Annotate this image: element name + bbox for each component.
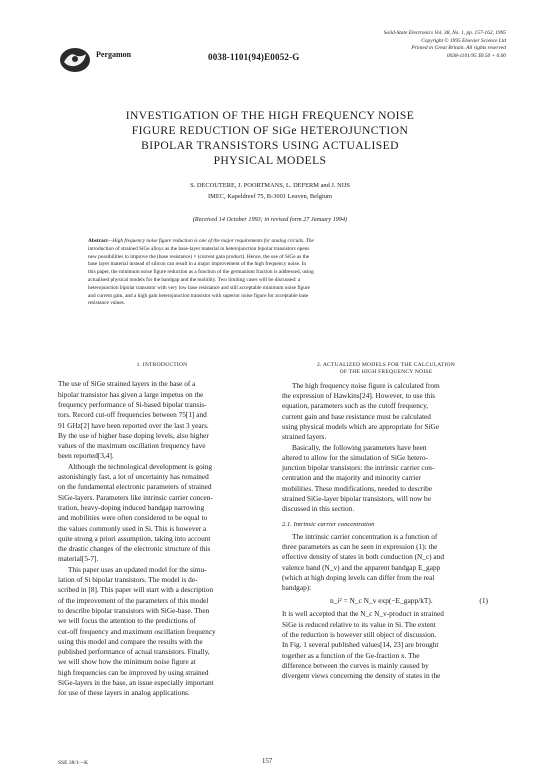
models-paragraph-2 bbox=[282, 443, 490, 515]
journal-line: Solid-State Electronics Vol. 38, No. 1, pp. 157-162, 1995 bbox=[383, 30, 506, 36]
text-line: the values commonly used in Si. This is however a bbox=[58, 523, 207, 533]
text-line: By the use of higher base doping levels, also higher bbox=[58, 430, 209, 440]
journal-line: 0038-1101/95 $9.50 + 0.00 bbox=[446, 52, 506, 59]
abstract-line: introduction of strained SiGe alloys as the base-layer material in heterojunction bipolar transistors opens bbox=[88, 245, 310, 252]
text-line: tors. Record cut-off frequencies between 75[1] and bbox=[58, 410, 207, 420]
text-line: lation of Si bipolar transistors. The model is de- bbox=[58, 575, 198, 585]
text-line: together as a function of the Ge-fraction x. The bbox=[282, 650, 420, 660]
journal-line: Printed in Great Britain. All rights reserved bbox=[411, 45, 506, 52]
text-line: high frequencies can be improved by using strained bbox=[58, 667, 209, 677]
journal-line: Copyright © 1995 Elsevier Science Ltd bbox=[421, 37, 506, 44]
text-line: been reported[3,4]. bbox=[58, 451, 114, 461]
intro-paragraph-1 bbox=[58, 379, 266, 461]
title-line: BIPOLAR TRANSISTORS USING ACTUALISED bbox=[141, 139, 399, 152]
abstract-line: heterojunction bipolar transistor with very low base resistance and still acceptable minimum noise figure bbox=[88, 284, 310, 291]
text-line: divergent views concerning the density of states in the bbox=[282, 671, 441, 681]
equation-1 bbox=[282, 595, 490, 607]
affiliation: IMEC, Kapeldreef 75, B-3001 Leuven, Belgium bbox=[208, 193, 332, 200]
section-heading-introduction bbox=[58, 362, 266, 369]
abstract-label: Abstract bbox=[88, 238, 108, 244]
text-line: effective density of states in both conduction (N_c) and bbox=[282, 552, 444, 562]
text-line: The intrinsic carrier concentration is a function of bbox=[292, 531, 438, 541]
paper-title bbox=[60, 108, 480, 168]
text-line: three parameters as can be seen in expression (1): the bbox=[282, 541, 438, 551]
text-line: SiGe-layers. Parameters like intrinsic carrier concen- bbox=[58, 492, 213, 502]
text-line: current gain and base resistance must be calculated bbox=[282, 411, 431, 421]
received-date: (Received 14 October 1993; in revised form 27 January 1994) bbox=[192, 216, 348, 223]
text-line: values of the maximum oscillation frequency have bbox=[58, 441, 206, 451]
left-column bbox=[58, 362, 266, 699]
carrier-paragraph bbox=[282, 532, 490, 594]
text-line: material[5-7]. bbox=[58, 554, 99, 564]
heading-line: OF THE HIGH FREQUENCY NOISE bbox=[339, 369, 433, 376]
text-line: astonishingly fast, a lot of uncertainty has remained bbox=[58, 472, 209, 482]
text-line: SiGe is reduced relative to its value in Si. The extent bbox=[282, 619, 436, 629]
text-line: discussed in this section. bbox=[282, 504, 355, 514]
text-line: and mobilities were often considered to be equal to bbox=[58, 513, 208, 523]
publisher-logo-icon bbox=[58, 46, 92, 74]
abstract-first-text: —High frequency noise figure reduction is one of the major requirements for analog circuits. The bbox=[107, 238, 314, 244]
equation-number: (1) bbox=[479, 596, 488, 606]
text-line: mobilities. These modifications, needed to describe bbox=[282, 483, 433, 493]
author-list: S. DECOUTERE, J. POORTMANS, L. DEFERM and J. NIJS bbox=[190, 182, 350, 189]
text-line: strained SiGe-layer bipolar transistors, will now be bbox=[282, 494, 431, 504]
text-line: the expression of Hawkins[24]. However, to use this bbox=[282, 391, 436, 401]
text-line: of the improvement of the parameters of this model bbox=[58, 595, 209, 605]
text-line: equation, parameters such as the cutoff frequency, bbox=[282, 401, 429, 411]
text-line: Although the technological development is going bbox=[68, 461, 213, 471]
abstract-line: base layer material instead of silicon can result in a major improvement of the high frequency noise. In bbox=[88, 261, 306, 268]
abstract-line: actualised physical models for the bandgap and the mobility. Two limiting cases will be discussed: a bbox=[88, 276, 301, 283]
text-line: It is well accepted that the N_c N_v-product in strained bbox=[282, 609, 444, 619]
text-line: valence band (N_v) and the apparent bandgap E_gapp bbox=[282, 562, 441, 572]
journal-info bbox=[286, 30, 506, 60]
intro-paragraph-2 bbox=[58, 462, 266, 565]
text-line: cut-off frequency and maximum oscillation frequency bbox=[58, 626, 216, 636]
text-line: The high frequency noise figure is calculated from bbox=[292, 380, 440, 390]
text-line: bandgap): bbox=[282, 583, 312, 593]
article-code: 0038-1101(94)E0052-G bbox=[208, 52, 300, 62]
right-column bbox=[282, 362, 490, 682]
heading-line: 1. INTRODUCTION bbox=[136, 362, 188, 368]
text-line: the drastic changes of the electronic structure of this bbox=[58, 544, 211, 554]
text-line: quite strong a priori assumption, taking into account bbox=[58, 533, 211, 543]
text-line: centration and the majority and minority carrier bbox=[282, 473, 421, 483]
text-line: frequency performance of Si-based bipolar transis- bbox=[58, 400, 207, 409]
heading-line: 2. ACTUALIZED MODELS FOR THE CALCULATION bbox=[316, 362, 456, 368]
intro-paragraph-3 bbox=[58, 565, 266, 699]
text-line: we will focus the attention to the predictions of bbox=[58, 616, 196, 626]
title-line: FIGURE REDUCTION OF SiGe HETEROJUNCTION bbox=[131, 124, 409, 137]
text-line: we will show how the minimum noise figure at bbox=[58, 657, 196, 667]
text-line: for use of these layers in analog applications. bbox=[58, 688, 190, 698]
text-line: of the reduction is however still object of discussion. bbox=[282, 630, 437, 640]
subsection-heading: 2.1. Intrinsic carrier concentration bbox=[282, 520, 375, 528]
abstract-line bbox=[88, 238, 454, 246]
section-heading-models bbox=[282, 362, 490, 377]
abstract-line: this paper, the minimum noise figure reduction as a function of the germanium fraction is addressed, using bbox=[88, 269, 314, 276]
text-line: This paper uses an updated model for the simu- bbox=[68, 564, 207, 574]
text-line: published performance of actual transistors. Finally, bbox=[58, 647, 210, 657]
text-line: tration, heavy-doping induced bandgap narrowing bbox=[58, 502, 205, 512]
text-line: SiGe-layers in the base, an issue especially important bbox=[58, 678, 214, 688]
nc-nv-paragraph bbox=[282, 609, 490, 681]
title-line: INVESTIGATION OF THE HIGH FREQUENCY NOISE bbox=[125, 109, 415, 122]
text-line: The use of SiGe strained layers in the base of a bbox=[58, 379, 196, 389]
text-line: using physical models which are appropriate for SiGe bbox=[282, 422, 440, 431]
text-line: to describe bipolar transistors with SiGe-base. Then bbox=[58, 605, 210, 615]
text-line: junction bipolar transistors: the intrinsic carrier con- bbox=[282, 463, 435, 473]
text-line: altered to allow for the simulation of SiGe hetero- bbox=[282, 452, 428, 462]
abstract-line: new possibilities to improve the (base resistance) × (current gain product). Hence, the use of SiGe as the bbox=[88, 253, 310, 260]
text-line: strained layers. bbox=[282, 432, 327, 442]
equation-body: n_i² = N_c N_v exp(−E_gapp/kT). bbox=[330, 596, 433, 606]
text-line: 91 GHz[2] have been reported over the last 3 years. bbox=[58, 420, 209, 430]
text-line: In Fig. 1 several published values[14, 23] are brought bbox=[282, 640, 439, 650]
text-line: scribed in [8]. This paper will start with a description bbox=[58, 585, 214, 595]
abstract-line: resistance values. bbox=[88, 300, 126, 307]
folio-code: SSE 38/1—K bbox=[58, 760, 89, 766]
abstract-line: and current gain, and a high gain heterojunction transistor with superior noise figure for acceptable base bbox=[88, 292, 309, 299]
text-line: bipolar transistor has given a large impetus on the bbox=[58, 389, 204, 399]
models-paragraph-1 bbox=[282, 381, 490, 443]
text-line: difference between the curves is mainly caused by bbox=[282, 660, 429, 670]
text-line: using this model and compare the results with the bbox=[58, 636, 203, 646]
abstract bbox=[88, 238, 454, 308]
page-number: 157 bbox=[262, 758, 273, 765]
text-line: Basically, the following parameters have been bbox=[292, 442, 427, 452]
text-line: (which at high doping levels can differ from the real bbox=[282, 572, 435, 582]
title-line: PHYSICAL MODELS bbox=[213, 154, 327, 167]
text-line: on the fundamental electronic parameters of strained bbox=[58, 482, 212, 492]
publisher-name: Pergamon bbox=[96, 50, 132, 59]
